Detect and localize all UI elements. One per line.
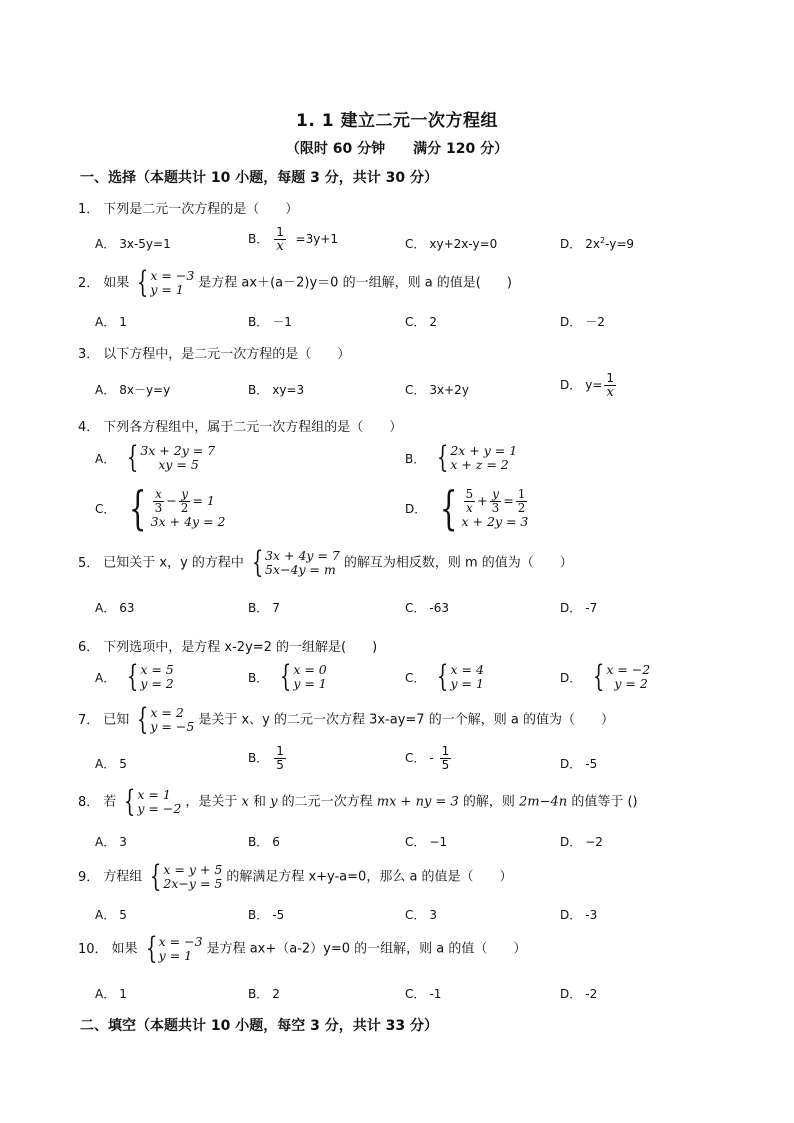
question-1 (78, 198, 298, 217)
q9-option-d: D． -3 (560, 908, 598, 922)
q4-option-b: B． { 2x + y = 1 x + z = 2 (405, 440, 518, 475)
question-3: 3． 以下方程中，是二元一次方程的是（ ） (78, 347, 351, 362)
question-number: 1． (78, 202, 100, 217)
q9-option-b: B． -5 (248, 908, 285, 922)
q10-option-a: A． 1 (95, 987, 127, 1001)
q5-option-b: B． 7 (248, 601, 280, 615)
q3-option-d: D． y= $\frac{1}{x}$ (560, 371, 615, 400)
question-5: 5． 已知关于 x，y 的方程中 { 3x + 4y = 7 5x−4y = m 的解互为相反数，则 m 的值为（ ） (78, 545, 573, 580)
q3-option-b: B． xy=3 (248, 383, 305, 397)
q5-option-a: A． 63 (95, 601, 135, 615)
q6-option-d: D． { x = −2 y = 2 (560, 659, 651, 694)
question-7: 7． 已知 { x = 2 y = −5 是关于 x、y 的二元一次方程 3x-ay=7 的一个解，则 a 的值为（ ） (78, 702, 614, 737)
q3-option-c: C． 3x+2y (405, 383, 469, 397)
question-6: 6． 下列选项中，是方程 x-2y=2 的一组解是( ) (78, 640, 378, 655)
q9-option-a: A． 5 (95, 908, 127, 922)
q2-option-d: D． －2 (560, 315, 605, 329)
q5-option-d: D． -7 (560, 601, 598, 615)
question-text: 下列是二元一次方程的是（ ） (103, 202, 299, 217)
q2-option-a: A． 1 (95, 315, 127, 329)
q2-option-c: C． 2 (405, 315, 438, 329)
question-10: 10． 如果 { x = −3 y = 1 是方程 ax+（a-2）y=0 的一组解，则 a 的值（ ） (78, 931, 527, 966)
q8-option-a: A． 3 (95, 835, 127, 849)
q7-option-c: C． - $\frac{1}{5}$ (405, 744, 450, 772)
q9-option-c: C． 3 (405, 908, 438, 922)
q10-option-c: C． -1 (405, 987, 442, 1001)
q8-option-d: D． −2 (560, 835, 603, 849)
section-heading-fill: 二、填空（本题共计 10 小题，每空 3 分，共计 33 分） (80, 1018, 438, 1034)
page-title: 1. 1 建立二元一次方程组 (296, 111, 498, 131)
q7-option-d: D． -5 (560, 757, 598, 771)
q6-option-c: C． { x = 4 y = 1 (405, 659, 484, 694)
question-9: 9． 方程组 { x = y + 5 2x−y = 5 的解满足方程 x+y-a=0，那么 a 的值是（ ） (78, 859, 513, 894)
q1-option-a: A． 3x-5y=1 (95, 237, 171, 251)
q1-option-c: C． xy+2x-y=0 (405, 237, 498, 251)
q2-option-b: B． －1 (248, 315, 292, 329)
q1-option-b: B． $\frac{1}{x}$ =3y+1 (248, 225, 338, 254)
q3-option-a: A． 8x－y=y (95, 383, 171, 397)
q4-option-d: D． { $\frac{5}{x}$ + $\frac{y}{3}$ = $\frac{1}{2}$ x + 2y = 3 (405, 481, 529, 535)
q8-option-b: B． 6 (248, 835, 280, 849)
q4-option-a: A． { 3x + 2y = 7 xy = 5 (95, 440, 216, 475)
q6-option-b: B． { x = 0 y = 1 (248, 659, 327, 694)
q7-option-a: A． 5 (95, 757, 127, 771)
question-4: 4． 下列各方程组中，属于二元一次方程组的是（ ） (78, 420, 403, 435)
question-8: 8． 若 { x = 1 y = −2 ，是关于 x 和 y 的二元一次方程 mx + ny = 3 的解，则 2m−4n 的值等于 () (78, 784, 638, 819)
q5-option-c: C． -63 (405, 601, 449, 615)
q10-option-d: D． -2 (560, 987, 598, 1001)
q1-option-d: D． $2x^2-y=9$ (560, 236, 635, 251)
question-2: 2． 如果 { x = −3 y = 1 是方程 ax＋(a－2)y＝0 的一组解，则 a 的值是( ) (78, 265, 512, 300)
section-heading-choice: 一、选择（本题共计 10 小题，每题 3 分，共计 30 分） (80, 170, 438, 186)
q4-option-c: C． { $\frac{x}{3}$ − $\frac{y}{2}$ = 1 3x + 4y = 2 (95, 481, 226, 535)
q7-option-b: B． $\frac{1}{5}$ (248, 744, 284, 772)
equation-system: { x = −3 y = 1 (137, 265, 195, 300)
q8-option-c: C． −1 (405, 835, 448, 849)
page-subtitle: （限时 60 分钟 满分 120 分） (285, 141, 509, 157)
q6-option-a: A． { x = 5 y = 2 (95, 659, 174, 694)
q10-option-b: B． 2 (248, 987, 280, 1001)
